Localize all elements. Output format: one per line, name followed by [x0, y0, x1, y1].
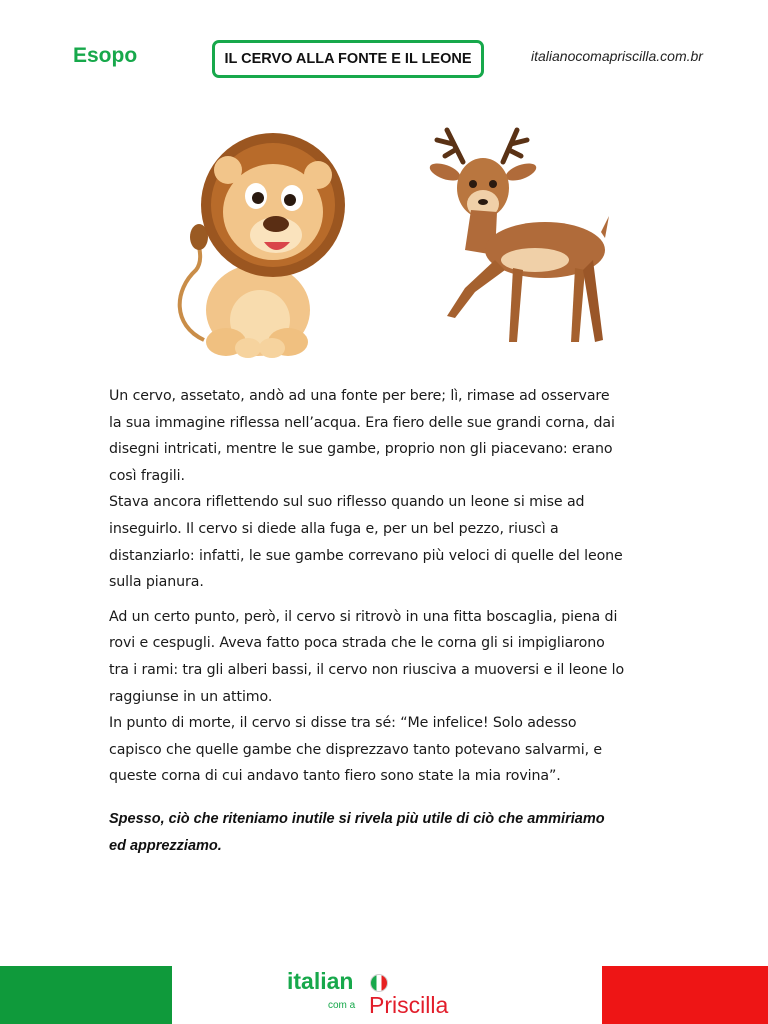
- lion-illustration: [168, 120, 358, 360]
- text-line: disegni intricati, mentre le sue gambe, proprio non gli piacevano: erano: [109, 441, 613, 458]
- story-paragraph-1: [109, 383, 669, 596]
- moral-line: Spesso, ciò che riteniamo inutile si rivela più utile di ciò che ammiriamo: [109, 811, 605, 827]
- logo-word-priscilla: Priscilla: [369, 992, 449, 1018]
- footer-logo: [284, 966, 484, 1024]
- text-line: capisco che quelle gambe che disprezzavo tanto potevano salvarmi, e: [109, 741, 603, 758]
- text-line: Ad un certo punto, però, il cervo si ritrovò in una fitta boscaglia, piena di: [109, 608, 618, 625]
- story-body: [109, 383, 669, 798]
- author-label: Esopo: [73, 44, 138, 67]
- text-line: In punto di morte, il cervo si disse tra sé: “Me infelice! Solo adesso: [109, 715, 577, 732]
- story-paragraph-2: [109, 604, 669, 790]
- footer-green-band: [0, 966, 172, 1024]
- text-line: sulla pianura.: [109, 574, 204, 591]
- footer-red-band: [602, 966, 768, 1024]
- text-line: tra i rami: tra gli alberi bassi, il cervo non riusciva a muoversi e il leone lo: [109, 661, 625, 678]
- site-url: italianocomapriscilla.com.br: [531, 48, 703, 64]
- text-line: Stava ancora riflettendo sul suo riflesso quando un leone si mise ad: [109, 494, 585, 511]
- moral-line: ed apprezziamo.: [109, 837, 222, 854]
- logo-word-italian: italian: [287, 968, 354, 994]
- italian-flag-ball-icon: [370, 974, 388, 992]
- story-title: IL CERVO ALLA FONTE E IL LEONE: [212, 40, 484, 78]
- text-line: la sua immagine riflessa nell’acqua. Era fiero delle sue grandi corna, dai: [109, 414, 615, 431]
- deer-illustration: [425, 120, 615, 350]
- text-line: raggiunse in un attimo.: [109, 688, 273, 705]
- text-line: così fragili.: [109, 467, 185, 484]
- story-moral: [109, 806, 669, 859]
- text-line: rovi e cespugli. Aveva fatto poca strada che le corna gli si impigliarono: [109, 635, 605, 652]
- text-line: queste corna di cui andavo tanto fiero sono state la mia rovina”.: [109, 768, 561, 785]
- text-line: inseguirlo. Il cervo si diede alla fuga e, per un bel pezzo, riuscì a: [109, 520, 559, 537]
- text-line: distanziarlo: infatti, le sue gambe correvano più veloci di quelle del leone: [109, 547, 623, 564]
- logo-small-text: com a: [328, 1000, 356, 1011]
- text-line: Un cervo, assetato, andò ad una fonte per bere; lì, rimase ad osservare: [109, 388, 610, 404]
